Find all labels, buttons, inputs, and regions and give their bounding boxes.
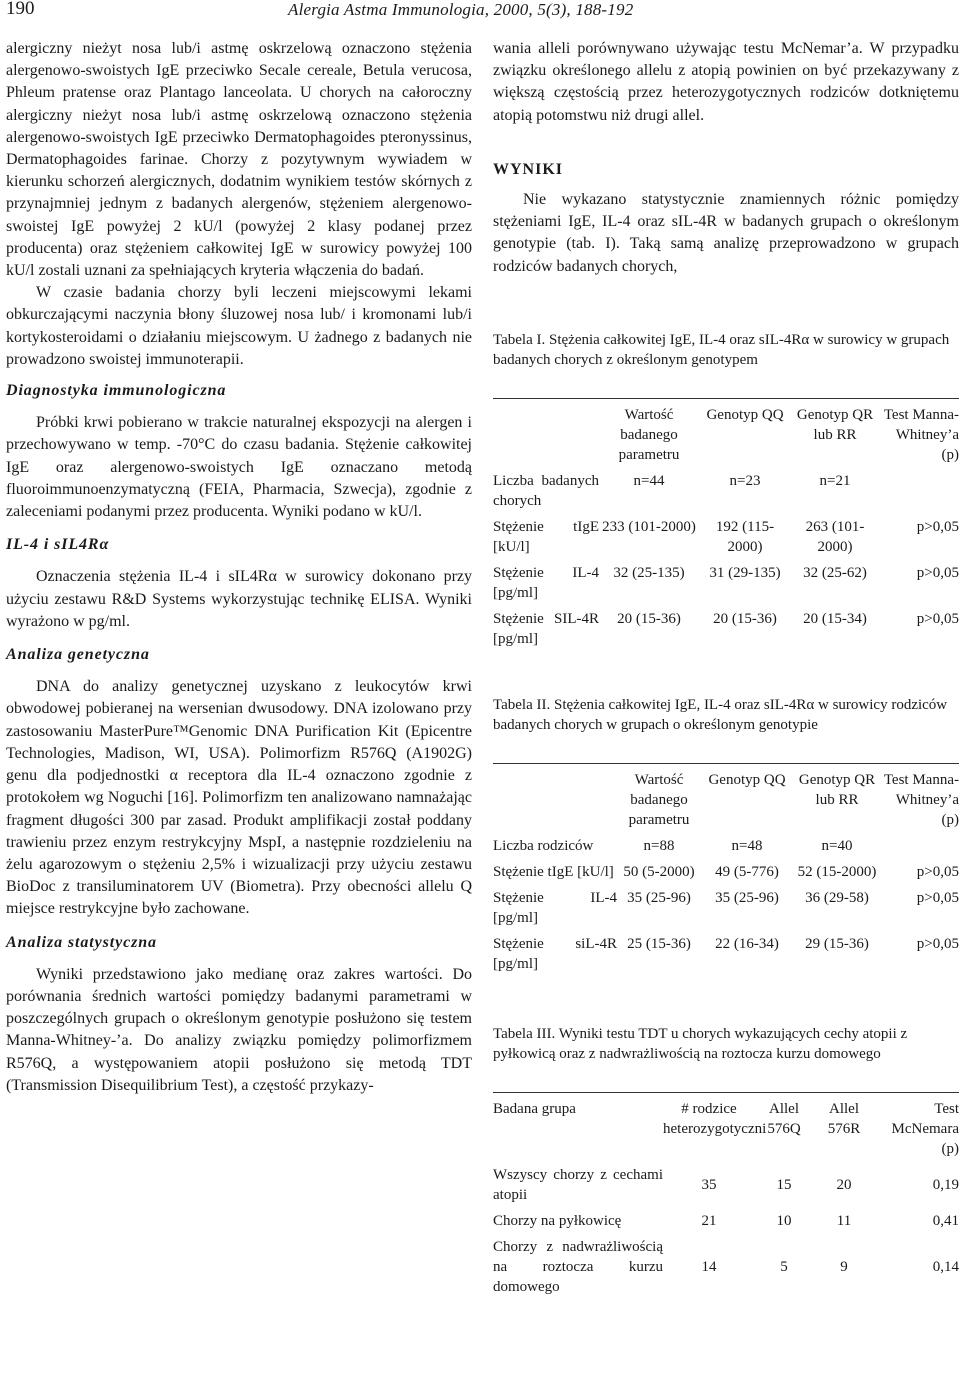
paragraph-il4-sil4ra: Oznaczenia stężenia IL-4 i sIL4Rα w surowicy dokonano przy użyciu zestawu R&D Systems wykorzystując technikę ELISA. Wyniki wyrażono w pg/ml. [6,568,472,630]
table1-cell-label: Stężenie tIgE [kU/l] [493,518,599,555]
table2-header-cell [493,770,617,830]
table1-row [493,511,959,557]
table3-cell-v3: 20 [836,1176,852,1193]
table2-cell-v1: 35 (25-96) [627,889,691,906]
table3-row [493,1159,959,1205]
table1-cell-v1: 20 (15-36) [617,610,681,627]
table3-cell-v1: 35 [701,1176,717,1193]
table3-cell-p: 0,19 [932,1176,959,1193]
table2-row [493,928,959,974]
table1-header-cell: Genotyp QR lub RR [796,406,874,443]
table2-cell-v2: 49 (5-776) [715,863,779,880]
table1-header-cell [493,405,599,465]
table2-row [493,856,959,882]
table2-header-cell: Genotyp QQ [708,771,786,788]
table1-cell-v3: 263 (101-2000) [805,518,865,555]
table2-cell-v1: 25 (15-36) [627,935,691,952]
table3-cell-v2: 10 [776,1212,792,1229]
table2-cell-label: Liczba rodziców [493,837,594,854]
table3-header-cell: # rodzice heterozygotyczni [663,1100,767,1137]
table1-header-cell: Test Manna-Whitney’a (p) [883,406,959,463]
table3-header-row [493,1099,959,1159]
table3-cell-v2: 15 [776,1176,792,1193]
table2-header-cell: Test Manna-Whitney’a (p) [883,771,959,828]
table2-cell-v2: 22 (16-34) [715,935,779,952]
table2 [493,770,959,974]
table2-rule [493,763,959,764]
table3-header-cell: Test McNemara (p) [891,1100,959,1157]
table2-cell-v1: n=88 [643,837,675,854]
table3-cell-p: 0,41 [932,1212,959,1229]
table2-cell-label: Stężenie siL-4R [pg/ml] [493,935,617,972]
heading-genetic-analysis: Analiza genetyczna [6,646,150,664]
table1-cell-p: p>0,05 [916,564,959,581]
right-column [493,38,959,1297]
table3-cell-v1: 14 [701,1258,717,1275]
table1-header-cell: Genotyp QQ [706,406,784,423]
table2-cell-v2: n=48 [731,837,763,854]
table3-cell-v3: 11 [836,1212,852,1229]
table3-rule [493,1092,959,1093]
table2-cell-p: p>0,05 [916,889,959,906]
table1-header-cell: Wartość badanego parametru [618,406,680,463]
table2-cell-v3: n=40 [821,837,853,854]
heading-immunological-diagnostics: Diagnostyka immunologiczna [6,382,227,400]
table2-header-cell: Genotyp QR lub RR [798,771,876,808]
table3-cell-label: Chorzy na pyłkowicę [493,1212,622,1229]
table1-cell-label: Stężenie SIL-4R [pg/ml] [493,610,599,647]
table1-row [493,557,959,603]
table3-cell-v3: 9 [840,1258,848,1275]
journal-reference: Alergia Astma Immunologia, 2000, 5(3), 188-192 [288,0,634,19]
paragraph-statistical-analysis: Wyniki przedstawiono jako medianę oraz zakres wartości. Do porównania średnich wartości pomiędzy badanymi parametrami w poszczególnych grupach o określonym genotypie posłużono się testem Manna-Whitney-’a. Do analizy związku pomiędzy polimorfizmem R576Q, a występowaniem atopii posłużono się metodą TDT (Transmission Disequilibrium Test), a częstość przykazy- [6,965,472,1094]
table3-cell-label: Chorzy z nadwrażliwością na roztocza kurzu domowego [493,1238,663,1295]
table2-cell-v2: 35 (25-96) [715,889,779,906]
table1-cell-v2: n=23 [729,472,761,489]
table2-cell-p: p>0,05 [916,863,959,880]
table2-cell-label: Stężenie tIgE [kU/l] [493,863,614,880]
table1-cell-v2: 20 (15-36) [713,610,777,627]
table1-cell-v1: n=44 [633,472,665,489]
table2-header-row [493,770,959,830]
table2-row [493,882,959,928]
table2-cell-v3: 52 (15-2000) [797,863,877,880]
table3-header-cell: Allel 576Q [767,1100,801,1137]
table1-cell-p: p>0,05 [916,518,959,535]
heading-statistical-analysis: Analiza statystyczna [6,933,157,951]
table1-cell-v1: 32 (25-135) [613,564,685,581]
table1-caption: Tabela I. Stężenia całkowitej IgE, IL-4 oraz sIL-4Rα w surowicy w grupach badanych chorych z określonym genotypem [493,331,950,368]
table3-cell-v2: 5 [780,1258,788,1275]
left-column [6,38,472,1097]
paragraph-immunological-diagnostics: Próbki krwi pobierano w trakcie naturalnej ekspozycji na alergen i przechowywano w temp. -70°C do czasu badania. Stężenie całkowitej IgE oraz alergenowo-swoistych IgE oznaczano metodą fluoroimmunoenzymatyczną (FEIA, Pharmacia, Szwecja), zgodnie z zaleceniami podanymi przez producenta. Wyniki podano w kU/l. [6,414,472,521]
table2-cell-label: Stężenie IL-4 [pg/ml] [493,889,617,926]
paragraph-treatment: W czasie badania chorzy byli leczeni miejscowymi lekami obkurczającymi naczynia błony śluzowej nosa lub/ i kromonami lub/i kortykosteroidami o działaniu miejscowym. U żadnego z badanych nie prowadzono swoistej immunoterapii. [6,284,472,368]
table1-cell-label: Liczba badanych chorych [493,472,599,509]
table1-cell-v1: 233 (101-2000) [602,518,696,535]
table2-cell-v3: 36 (29-58) [805,889,869,906]
table3-row [493,1205,959,1231]
table1-cell-v3: 20 (15-34) [803,610,867,627]
heading-il4-sil4ra: IL-4 i sIL4Rα [6,536,110,554]
table3-cell-v1: 21 [701,1212,717,1229]
paragraph-mcnemar: wania alleli porównywano używając testu McNemar’a. W przypadku związku określonego allelu z atopią powinien on być przekazywany z większą częstością przez heterozygotycznych rodziców dotkniętemu atopią potomstwu niż drugi allel. [493,40,959,124]
table3-cell-label: Wszyscy chorzy z cechami atopii [493,1166,663,1203]
table2-row [493,830,959,856]
table3-header-cell: Badana grupa [493,1100,576,1117]
table2-header-cell: Wartość badanego parametru [628,771,690,828]
table1-header-row [493,405,959,465]
table3-cell-p: 0,14 [932,1258,959,1275]
table2-cell-v3: 29 (15-36) [805,935,869,952]
page-number: 190 [6,0,35,19]
table1-rule [493,398,959,399]
table2-cell-v1: 50 (5-2000) [623,863,695,880]
running-header [0,0,960,26]
table1-cell-v2: 31 (29-135) [709,564,781,581]
table1-row [493,465,959,511]
table3-header-cell: Allel 576R [827,1100,861,1137]
table1-cell-p [879,465,959,511]
table1 [493,405,959,649]
paragraph-inclusion-criteria: alergiczny nieżyt nosa lub/i astmę oskrzelową oznaczono stężenia alergenowo-swoistych IgE przeciwko Secale cereale, Betula verucosa, Phleum pratense oraz Plantago lanceolata. U chorych na całoroczny alergiczny nieżyt nosa lub/i astmę oskrzelową oznaczono stężenia alergenowo-swoistych IgE przeciwko Dermatophagoides pteronyssinus, Dermatophagoides farinae. Chorzy z pozytywnym wywiadem w kierunku schorzeń alergicznych, dodatnim wynikiem testów skórnych z przynajmniej jednym z badanych alergenów, stężeniem alergenowo-swoistej IgE powyżej 2 kU/l (powyżej 2 klasy podanej przez producenta) oraz stężeniem całkowitej IgE w surowicy powyżej 100 kU/l zostali uznani za spełniających kryteria włączenia do badań. [6,40,472,280]
table3-caption: Tabela III. Wyniki testu TDT u chorych wykazujących cechy atopii z pyłkowicą oraz z nadwrażliwością na roztocza kurzu domowego [493,1025,908,1062]
table1-cell-v3: 32 (25-62) [803,564,867,581]
table1-cell-label: Stężenie IL-4 [pg/ml] [493,564,599,601]
paragraph-results: Nie wykazano statystycznie znamiennych różnic pomiędzy stężeniami IgE, IL-4 oraz sIL-4R w badanych grupach o określonym genotypie (tab. I). Taką samą analizę przeprowadzono w grupach rodziców badanych chorych, [493,191,959,275]
table1-cell-v3: n=21 [819,472,851,489]
heading-results: WYNIKI [493,160,564,178]
table2-cell-p: p>0,05 [916,935,959,952]
table1-row [493,603,959,649]
table1-cell-v2: 192 (115-2000) [715,518,775,555]
table2-caption: Tabela II. Stężenia całkowitej IgE, IL-4 oraz sIL-4Rα w surowicy rodziców badanych chorych w grupach o określonym genotypie [493,696,948,733]
table1-cell-p: p>0,05 [916,610,959,627]
table2-cell-p [881,830,959,856]
paragraph-genetic-analysis: DNA do analizy genetycznej uzyskano z leukocytów krwi obwodowej pobieranej na wersenian dwusodowy. DNA izolowano przy zastosowaniu MasterPure™Genomic DNA Purification Kit (Epicentre Technologies, Madison, WI, USA). Polimorfizm R576Q (A1902G) genu dla podjednostki α receptora dla IL-4 oznaczono zgodnie z protokołem wg Noguchi [16]. Polimorfizm ten analizowano namnażając fragment długości 300 par zasad. Produkt amplifikacji został poddany trawieniu przez enzym restrykcyjny MspI, a następnie rozdzieleniu na żelu agarozowym o stężeniu 2,5% i wizualizacji przy użyciu zestawu BioDoc z transiluminatorem UV (Biometra). Przy obecności allelu Q miejsce restrykcyjne było zachowane. [6,678,472,918]
table3 [493,1099,959,1297]
table3-row [493,1231,959,1297]
